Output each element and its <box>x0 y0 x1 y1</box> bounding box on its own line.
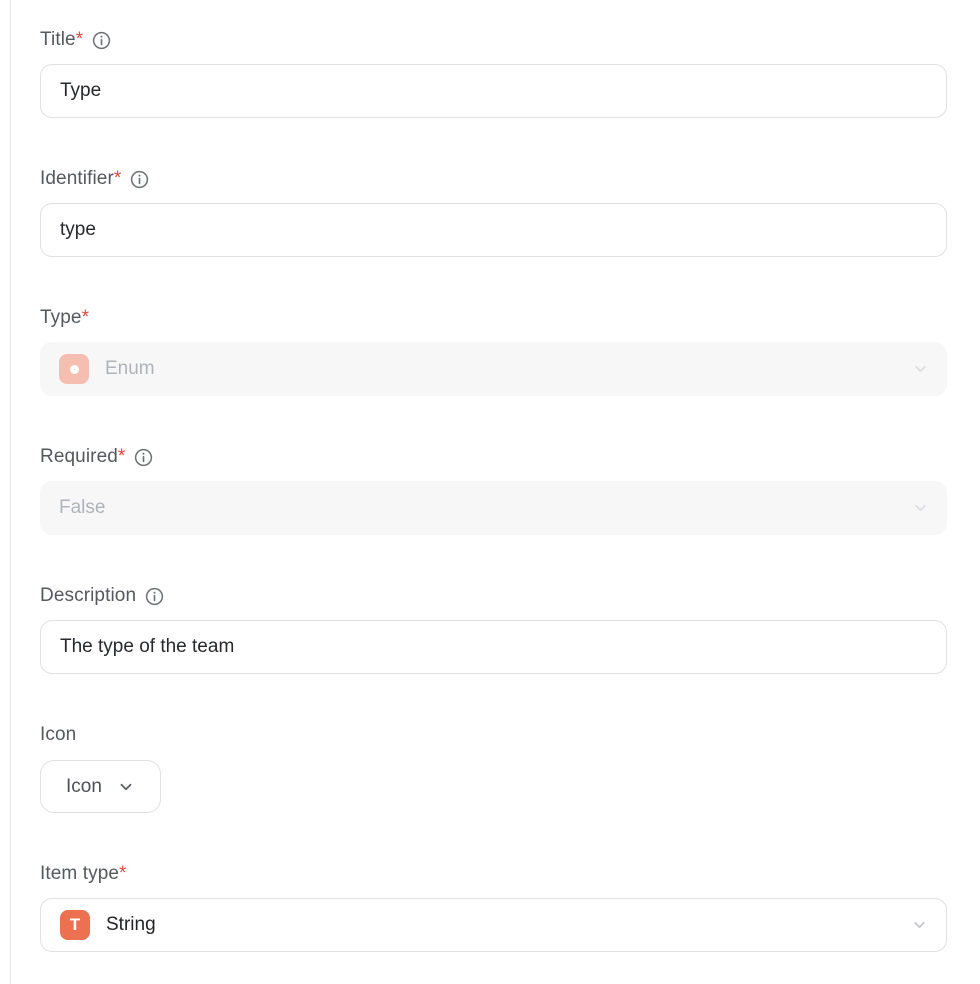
field-identifier-label: Identifier* <box>40 168 122 189</box>
field-description <box>40 585 947 674</box>
string-type-icon: T <box>60 910 90 940</box>
enum-type-icon <box>59 354 89 384</box>
info-icon[interactable] <box>134 448 153 467</box>
field-type <box>40 307 947 396</box>
icon-picker-button[interactable] <box>40 760 161 813</box>
chevron-down-icon <box>912 500 929 517</box>
field-identifier-label-row <box>40 168 947 190</box>
info-icon[interactable] <box>92 31 111 50</box>
item-type-select[interactable] <box>40 898 947 952</box>
field-item-type <box>40 863 947 952</box>
required-asterisk: * <box>75 29 84 50</box>
field-icon <box>40 724 947 813</box>
title-input[interactable] <box>40 64 947 118</box>
type-select <box>40 342 947 396</box>
description-input[interactable] <box>40 620 947 674</box>
field-title <box>40 29 947 118</box>
field-type-label-row <box>40 307 947 329</box>
field-icon-label: Icon <box>40 724 77 745</box>
field-description-label-row <box>40 585 947 607</box>
required-asterisk: * <box>117 446 126 467</box>
required-asterisk: * <box>113 168 122 189</box>
identifier-input[interactable] <box>40 203 947 257</box>
form-panel <box>10 0 980 984</box>
chevron-down-icon <box>912 361 929 378</box>
field-item-type-label: Item type* <box>40 863 127 884</box>
field-identifier <box>40 168 947 257</box>
field-required-label-row <box>40 446 947 468</box>
info-icon[interactable] <box>130 170 149 189</box>
field-icon-label-row <box>40 724 947 746</box>
field-item-type-label-row <box>40 863 947 885</box>
field-type-label: Type* <box>40 307 90 328</box>
field-required-label: Required* <box>40 446 126 467</box>
required-select <box>40 481 947 535</box>
field-title-label: Title* <box>40 29 84 50</box>
item-type-select-value: String <box>106 914 156 935</box>
field-required <box>40 446 947 535</box>
field-title-label-row <box>40 29 947 51</box>
info-icon[interactable] <box>145 587 164 606</box>
field-description-label: Description <box>40 585 137 606</box>
required-asterisk: * <box>81 307 90 328</box>
chevron-down-icon <box>911 917 928 934</box>
required-select-value: False <box>59 497 106 518</box>
type-select-value: Enum <box>105 358 155 379</box>
icon-picker-label: Icon <box>66 775 102 797</box>
chevron-down-icon <box>117 778 135 796</box>
required-asterisk: * <box>119 863 127 884</box>
